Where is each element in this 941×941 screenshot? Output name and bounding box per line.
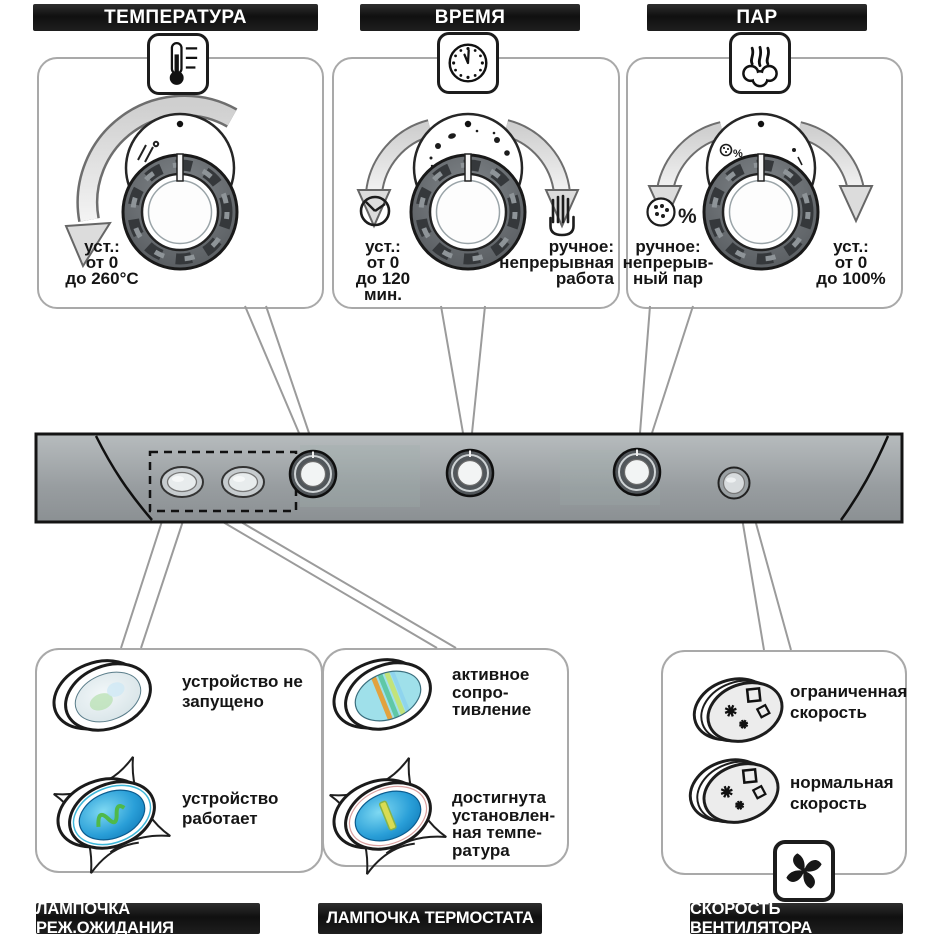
steam-manual-text: ручное: непрерыв- ный пар [622,237,714,288]
header-steam: ПАР [647,4,867,31]
label-thermostat-lamp: ЛАМПОЧКА ТЕРМОСТАТА [318,903,542,934]
thermostat-active-text: активное сопро- тивление [452,665,532,719]
header-temperature: ТЕМПЕРАТУРА [33,4,318,31]
control-panel-strip [36,434,902,522]
temperature-set-text: уст.: от 0 до 260°C [65,237,139,288]
standby-off-text: устройство не запущено [182,672,303,711]
steam-knob-illustration [704,114,818,269]
time-set-text: уст.: от 0 до 120 мин. [355,237,411,304]
water-drops-icon [648,199,698,229]
panel-steam-knob [614,449,660,495]
fan-icon-graphic [778,845,830,897]
clock-icon-graphic [441,36,495,90]
steam-set-text: уст.: от 0 до 100% [816,237,886,288]
fan-normal-speed-button-illustration [682,746,787,836]
panel-thermostat-lamp [222,467,264,497]
fan-limited-text: ограниченная скорость [790,682,908,722]
label-standby-lamp: ЛАМПОЧКА РЕЖ.ОЖИДАНИЯ [36,903,260,934]
thermostat-lamp-active-illustration [324,644,441,745]
thermostat-reached-text: достигнута установлен- ная темпе- ратура [452,788,556,860]
steam-puff-icon [729,32,791,94]
header-time: ВРЕМЯ [360,4,580,31]
standby-lamp-on-illustration [48,763,165,864]
thermostat-lamp-reached-illustration [324,764,441,865]
fan-normal-text: нормальная скорость [790,773,894,813]
thermometer-icon-graphic [151,37,205,91]
steam-icon-graphic [733,36,787,90]
steam-dial-percent: % [733,148,743,160]
panel-time-knob [447,450,493,496]
panel-temperature-knob [290,451,336,497]
fan-icon [773,840,835,902]
panel-fan-switch [719,468,750,499]
clock-icon [437,32,499,94]
time-manual-text: ручное: непрерывная работа [499,237,614,288]
fan-limited-speed-button-illustration [686,665,791,755]
standby-on-text: устройство работает [182,789,279,828]
standby-lamp-off-illustration [44,645,161,746]
panel-standby-lamp [161,467,203,497]
steam-manual-percent: % [678,205,697,228]
thermometer-icon [147,33,209,95]
label-fan-speed: СКОРОСТЬ ВЕНТИЛЯТОРА [690,903,903,934]
